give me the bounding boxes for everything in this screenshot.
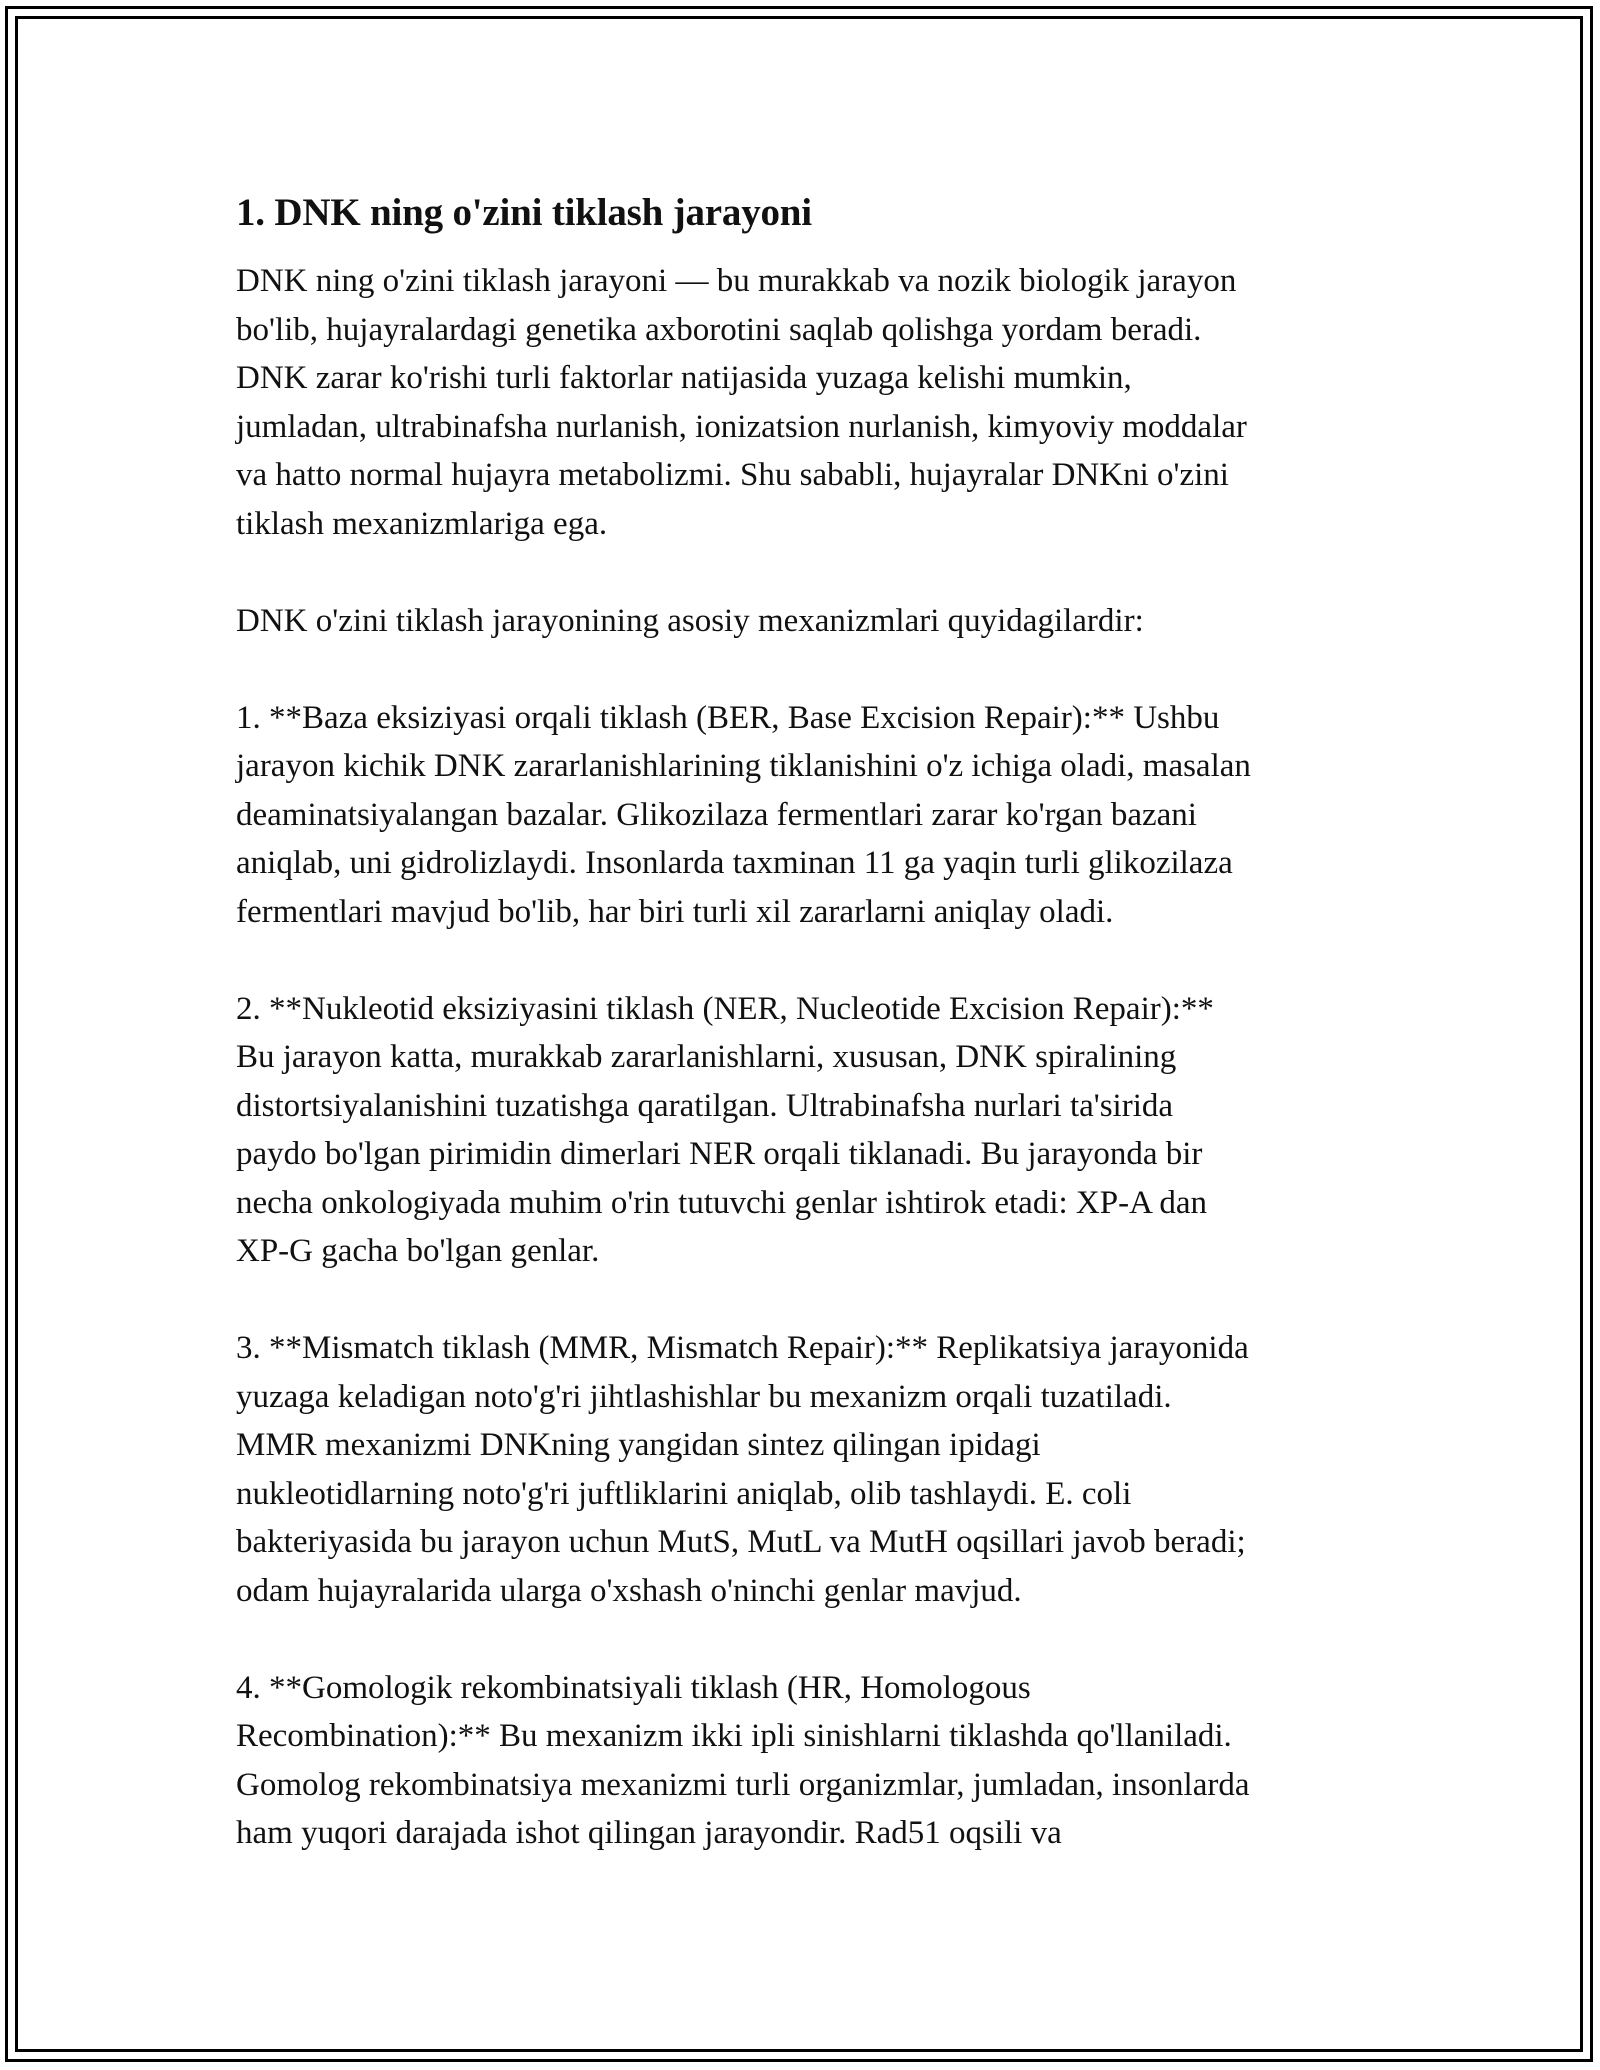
section-heading: 1. DNK ning o'zini tiklash jarayoni	[236, 191, 812, 234]
mmr-paragraph: 3. **Mismatch tiklash (MMR, Mismatch Repair):** Replikatsiya jarayonida yuzaga keladigan noto'g'ri jihtlashishlar bu mexanizm orqali tuzatiladi. MMR mexanizmi DNKning yangidan sintez qilingan ipidagi nukleotidlarning noto'g'ri juftliklarini aniqlab, olib tashlaydi. E. coli bakteriyasida bu jarayon uchun MutS, MutL va MutH oqsillari javob beradi; odam hujayralarida ularga o'xshash o'ninchi genlar mavjud.	[236, 1330, 1249, 1609]
intro-paragraph: DNK ning o'zini tiklash jarayoni — bu murakkab va nozik biologik jarayon bo'lib, hujayralardagi genetika axborotini saqlab qolishga yordam beradi. DNK zarar ko'rishi turli faktorlar natijasida yuzaga kelishi mumkin, jumladan, ultrabinafsha nurlanish, ionizatsion nurlanish, kimyoviy moddalar va hatto normal hujayra metabolizmi. Shu sababli, hujayralar DNKni o'zini tiklash mexanizmlariga ega.	[236, 263, 1247, 542]
hr-paragraph: 4. **Gomologik rekombinatsiyali tiklash (HR, Homologous Recombination):** Bu mexanizm ikki ipli sinishlarni tiklashda qo'llaniladi. Gomolog rekombinatsiya mexanizmi turli organizmlar, jumladan, insonlarda ham yuqori darajada ishot qilingan jarayondir. Rad51 oqsili va	[236, 1669, 1250, 1851]
mechanisms-intro-paragraph: DNK o'zini tiklash jarayonining asosiy mexanizmlari quyidagilardir:	[236, 602, 1144, 639]
ner-paragraph: 2. **Nukleotid eksiziyasini tiklash (NER, Nucleotide Excision Repair):** Bu jarayon katta, murakkab zararlanishlarni, xususan, DNK spiralining distortsiyalanishini tuzatishga qaratilgan. Ultrabinafsha nurlari ta'sirida paydo bo'lgan pirimidin dimerlari NER orqali tiklanadi. Bu jarayonda bir necha onkologiyada muhim o'rin tutuvchi genlar ishtirok etadi: XP-A dan XP-G gacha bo'lgan genlar.	[236, 990, 1214, 1269]
document-body	[236, 185, 1376, 1858]
ber-paragraph: 1. **Baza eksiziyasi orqali tiklash (BER, Base Excision Repair):** Ushbu jarayon kichik DNK zararlanishlarining tiklanishini o'z ichiga oladi, masalan deaminatsiyalangan bazalar. Glikozilaza fermentlari zarar ko'rgan bazani aniqlab, uni gidrolizlaydi. Insonlarda taxminan 11 ga yaqin turli glikozilaza fermentlari mavjud bo'lib, har biri turli xil zararlarni aniqlay oladi.	[236, 699, 1251, 930]
